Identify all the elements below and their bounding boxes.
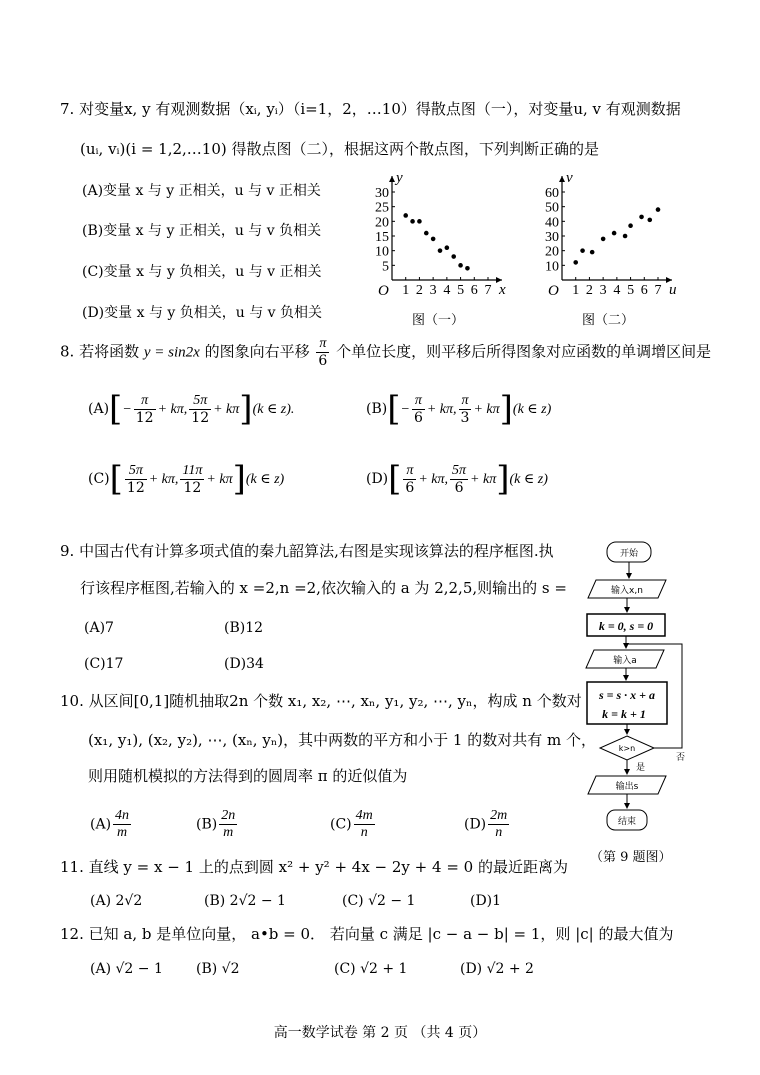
flowchart-yes-label: 是: [636, 763, 646, 773]
x-tick-label: 4: [613, 283, 621, 298]
q7-option-c: (C)变量 x 与 y 负相关，u 与 v 正相关: [82, 264, 322, 280]
numerator: 5π: [452, 462, 467, 478]
q10-fraction: [219, 808, 237, 841]
q8-option-label: (C): [88, 471, 110, 487]
q10-stem-line3: 则用随机模拟的方法得到的圆周率 π 的近似值为: [88, 767, 408, 785]
q12-option-c: (C) √2 + 1: [334, 961, 408, 977]
x-tick-label: 6: [470, 283, 478, 298]
y-tick-label: 50: [545, 200, 559, 216]
flowchart-input-a-label: 输入a: [613, 656, 637, 666]
numerator: 5π: [189, 393, 211, 410]
scatter-point: [410, 219, 415, 224]
scatter-point: [612, 231, 617, 236]
q10-option-c: [330, 808, 377, 841]
scatter-point: [431, 237, 436, 242]
x-tick-label: 4: [443, 283, 451, 298]
y-axis-label: v: [566, 170, 573, 186]
q7-stem-line2: (uᵢ, vᵢ)(i = 1,2,…10) 得散点图（二），根据这两个散点图，下列判断正确的是: [80, 140, 599, 158]
flowchart-output-label: 输出s: [615, 782, 639, 792]
y-axis-arrow: [559, 176, 565, 182]
q8-left-fraction: [412, 393, 425, 426]
x-tick-label: 2: [415, 283, 423, 298]
q8-kpi-end: + kπ: [473, 402, 500, 417]
q8-text-b: 的图象向右平移: [204, 342, 310, 361]
q8-left-sign: −: [400, 402, 410, 417]
numerator: 5π: [125, 463, 147, 480]
numerator: 11π: [182, 462, 203, 478]
q7-option-a: (A)变量 x 与 y 正相关，u 与 v 正相关: [82, 183, 321, 199]
y-tick-label: 30: [375, 186, 389, 201]
right-bracket: ]: [499, 389, 513, 429]
chart-caption: 图（一）: [411, 313, 465, 328]
denominator: 12: [191, 409, 210, 426]
numerator: π: [403, 463, 416, 480]
y-tick-label: 10: [545, 259, 559, 275]
q8-option-c: [88, 459, 285, 499]
q8-condition: (k ∈ z).: [252, 402, 295, 417]
q8-right-fraction: [180, 463, 204, 496]
q8-kpi-end: + kπ: [470, 472, 497, 487]
scatter-point: [417, 219, 422, 224]
q10-option-b: [196, 808, 239, 841]
q8-option-label: (D): [366, 471, 389, 487]
scatter-point: [580, 248, 585, 253]
q8-option-d: [366, 459, 548, 499]
x-tick-label: 1: [402, 283, 410, 298]
left-bracket: [: [109, 389, 123, 429]
y-axis-arrow: [389, 176, 395, 182]
denominator: m: [116, 825, 128, 840]
x-tick-label: 3: [599, 283, 607, 298]
q12-stem: 12. 已知 a, b 是单位向量， a•b = 0． 若向量 c 满足 |c − a − b| = 1，则 |c| 的最大值为: [60, 925, 674, 943]
q10-option-a: [90, 808, 133, 841]
denominator: 12: [135, 409, 154, 426]
q7-option-d: (D)变量 x 与 y 负相关，u 与 v 负相关: [82, 305, 323, 321]
chart-caption: 图（二）: [581, 313, 635, 328]
denominator: 6: [405, 479, 415, 496]
q8-option-label: (B): [366, 401, 388, 417]
q9-stem-line2: 行该程序框图,若输入的 x =2,n =2,依次输入的 a 为 2,2,5,则输出的 s =: [80, 579, 567, 597]
q12-option-a: (A) √2 − 1: [90, 961, 163, 977]
denominator: 12: [183, 479, 202, 496]
left-bracket: [: [387, 389, 401, 429]
q12-option-d: (D) √2 + 2: [460, 961, 534, 977]
q8-shift-fraction: [316, 336, 329, 369]
scatter-plot-2: [528, 168, 688, 330]
denominator: 6: [454, 479, 464, 496]
q9-stem-line1: 9. 中国古代有计算多项式值的秦九韶算法,右图是实现该算法的程序框图.执: [60, 542, 554, 560]
q8-condition: (k ∈ z): [512, 402, 552, 417]
q8-stem: [60, 336, 711, 369]
scatter-point: [465, 266, 470, 271]
q8-option-label: (A): [88, 401, 110, 417]
y-tick-label: 20: [375, 215, 389, 231]
q8-kpi: + kπ,: [418, 472, 449, 487]
q8-left-fraction: [403, 463, 416, 496]
flowchart-input-xn-label: 输入x,n: [611, 586, 643, 596]
q8-text-a: 8. 若将函数: [60, 342, 140, 361]
q8-shift-denominator: 6: [318, 353, 328, 369]
flowchart: [572, 538, 722, 838]
q11-option-b: (B) 2√2 − 1: [204, 893, 286, 909]
scatter-point: [639, 215, 644, 220]
q10-option-label: (B): [196, 816, 218, 833]
x-tick-label: 2: [585, 283, 593, 298]
numerator: π: [134, 393, 156, 410]
page-footer: 高一数学试卷 第 2 页 （共 4 页）: [273, 1025, 487, 1041]
numerator: 4n: [115, 808, 130, 823]
scatter-point: [623, 234, 628, 239]
q10-stem-line1: 10. 从区间[0,1]随机抽取2n 个数 x₁, x₂, ⋯, xₙ, y₁, y₂, ⋯, yₙ，构成 n 个数对: [60, 692, 582, 710]
y-tick-label: 25: [375, 200, 389, 216]
q10-stem-line2: (x₁, y₁), (x₂, y₂), ⋯, (xₙ, yₙ)，其中两数的平方和小于 1 的数对共有 m 个，: [88, 731, 597, 749]
x-tick-label: 5: [457, 283, 465, 298]
y-axis-label: y: [396, 170, 403, 186]
q8-function: y = sin2x: [143, 344, 200, 361]
q9-option-a: (A)7: [84, 620, 114, 636]
numerator: π: [412, 393, 425, 410]
flowchart-start-label: 开始: [619, 549, 639, 559]
x-tick-label: 1: [572, 283, 580, 298]
q8-option-a: [88, 389, 295, 429]
flowchart-assign1-label: s = s · x + a: [598, 688, 656, 702]
scatter-point: [656, 207, 661, 212]
y-tick-label: 20: [545, 244, 559, 260]
q8-right-fraction: [459, 393, 472, 426]
x-tick-label: 3: [429, 283, 437, 298]
q8-condition: (k ∈ z): [509, 472, 548, 487]
scatter-point: [451, 254, 456, 259]
numerator: 2m: [490, 808, 508, 823]
q8-text-c: 个单位长度，则平移后所得图象对应函数的单调增区间是: [336, 342, 712, 361]
q8-left-fraction: [125, 463, 147, 496]
flowchart-no-label: 否: [676, 753, 686, 763]
q8-kpi-end: + kπ: [213, 402, 240, 417]
q9-option-d: (D)34: [224, 656, 264, 672]
q8-left-fraction: [134, 393, 156, 426]
flowchart-caption: （第 9 题图）: [590, 850, 672, 865]
scatter-point: [601, 237, 606, 242]
scatter-point: [573, 260, 578, 265]
x-tick-label: 7: [484, 283, 492, 298]
flowchart-init-label: k = 0, s = 0: [598, 619, 654, 633]
q8-shift-numerator: π: [316, 336, 329, 353]
origin-label: O: [548, 283, 559, 299]
q11-option-c: (C) √2 − 1: [342, 893, 416, 909]
q11-stem: 11. 直线 y = x − 1 上的点到圆 x² + y² + 4x − 2y + 4 = 0 的最近距离为: [60, 858, 568, 876]
flowchart-end-label: 结束: [617, 817, 637, 827]
q12-option-b: (B) √2: [196, 961, 240, 977]
y-tick-label: 30: [545, 230, 559, 245]
scatter-plot-1: [358, 168, 518, 330]
scatter-point: [647, 218, 652, 223]
q7-stem-line1: 7. 对变量x, y 有观测数据（xᵢ, yᵢ）（i=1，2，…10）得散点图（一），对变量u, v 有观测数据: [60, 100, 681, 118]
q8-right-fraction: [450, 463, 468, 496]
q8-kpi: + kπ,: [148, 472, 179, 487]
q8-condition: (k ∈ z): [245, 472, 285, 487]
scatter-point: [424, 231, 429, 236]
flowchart-condition-label: k>n: [618, 744, 636, 753]
q10-option-d: [464, 808, 511, 841]
scatter-point: [590, 250, 595, 255]
x-tick-label: 5: [627, 283, 635, 298]
scatter-point: [445, 245, 450, 250]
x-tick-label: 7: [654, 283, 662, 298]
x-axis-label: x: [499, 282, 506, 298]
x-tick-label: 6: [640, 283, 648, 298]
numerator: 2n: [221, 808, 236, 823]
q11-option-a: (A) 2√2: [90, 893, 143, 909]
scatter-point: [628, 223, 633, 228]
right-bracket: ]: [239, 389, 253, 429]
q9-option-c: (C)17: [84, 656, 124, 672]
denominator: n: [495, 825, 503, 840]
q8-left-sign: −: [122, 402, 132, 417]
denominator: 6: [413, 409, 423, 426]
scatter-point: [438, 248, 443, 253]
y-tick-label: 40: [545, 215, 559, 231]
q7-option-b: (B)变量 x 与 y 正相关，u 与 v 负相关: [82, 223, 322, 239]
denominator: n: [360, 825, 368, 840]
q10-fraction: [488, 808, 509, 841]
q10-option-label: (A): [90, 816, 112, 833]
numerator: π: [459, 393, 472, 410]
q11-option-d: (D)1: [470, 893, 502, 909]
right-bracket: ]: [232, 459, 246, 499]
origin-label: O: [378, 283, 389, 299]
y-tick-label: 15: [375, 230, 389, 245]
q10-option-label: (C): [330, 816, 352, 833]
numerator: 4m: [355, 808, 373, 823]
x-axis-label: u: [669, 282, 677, 298]
q8-kpi-end: + kπ: [206, 472, 233, 487]
q10-fraction: [354, 808, 375, 841]
q9-option-b: (B)12: [224, 620, 264, 636]
left-bracket: [: [388, 459, 402, 499]
y-tick-label: 10: [375, 244, 389, 260]
left-bracket: [: [109, 459, 123, 499]
denominator: 12: [126, 479, 145, 496]
q10-fraction: [113, 808, 131, 841]
q10-option-label: (D): [464, 816, 487, 833]
denominator: m: [223, 825, 234, 840]
q8-kpi: + kπ,: [426, 402, 457, 417]
denominator: 3: [460, 409, 470, 426]
y-tick-label: 5: [382, 259, 389, 275]
scatter-point: [403, 213, 408, 218]
q8-right-fraction: [189, 393, 211, 426]
q8-option-b: [366, 389, 552, 429]
flowchart-assign2-label: k = k + 1: [602, 707, 646, 721]
right-bracket: ]: [496, 459, 510, 499]
q8-kpi: + kπ,: [157, 402, 188, 417]
y-tick-label: 60: [545, 186, 559, 201]
scatter-point: [458, 263, 463, 268]
